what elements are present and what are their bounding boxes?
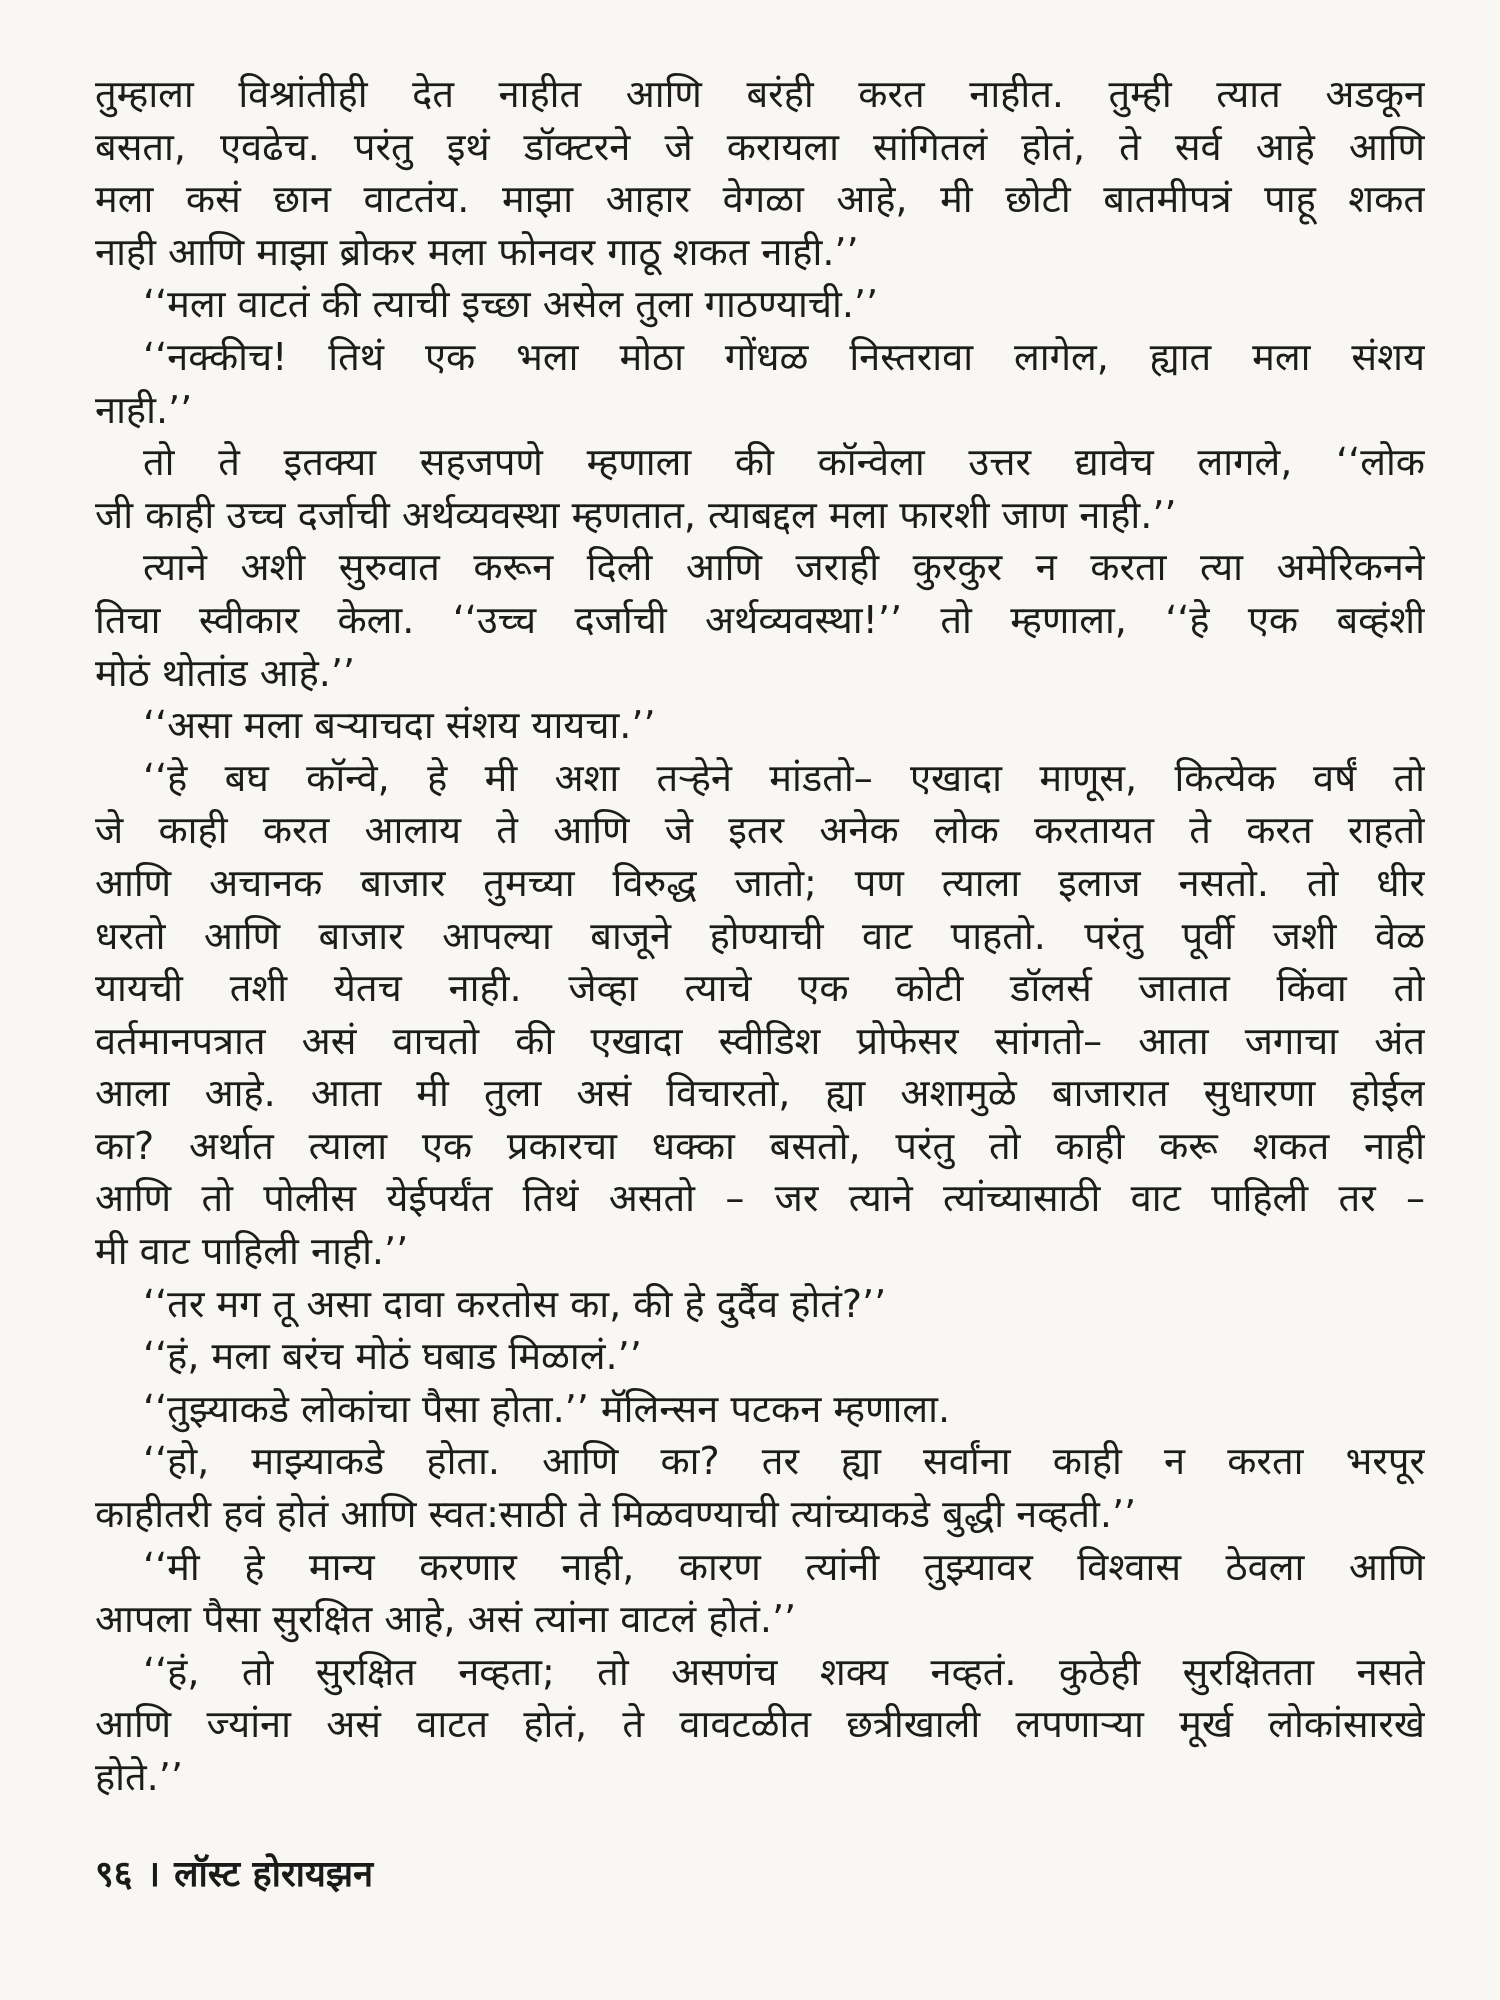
text-line: यायची तशी येतच नाही. जेव्हा त्याचे एक कोटी डॉलर्स जातात किंवा तो xyxy=(95,966,1425,1011)
text-line: ‘‘नक्कीच! तिथं एक भला मोठा गोंधळ निस्तरावा लागेल, ह्यात मला संशय xyxy=(143,334,1425,379)
text-line: ‘‘हं, तो सुरक्षित नव्हता; तो असणंच शक्य नव्हतं. कुठेही सुरक्षितता नसते xyxy=(143,1649,1425,1694)
text-line: आणि तो पोलीस येईपर्यंत तिथं असतो – जर त्याने त्यांच्यासाठी वाट पाहिली तर – xyxy=(95,1176,1425,1221)
text-line: होते.’’ xyxy=(95,1755,183,1799)
text-line: मी वाट पाहिली नाही.’’ xyxy=(95,1229,409,1274)
text-line: मोठं थोतांड आहे.’’ xyxy=(95,650,356,695)
text-line: जे काही करत आलाय ते आणि जे इतर अनेक लोक करतायत ते करत राहतो xyxy=(95,808,1425,853)
page-footer xyxy=(95,1848,373,1897)
text-line: जी काही उच्च दर्जाची अर्थव्यवस्था म्हणतात, त्याबद्दल मला फारशी जाण नाही.’’ xyxy=(95,492,1177,537)
text-line: तुम्हाला विश्रांतीही देत नाहीत आणि बरंही करत नाहीत. तुम्ही त्यात अडकून xyxy=(95,72,1425,116)
text-line: तिचा स्वीकार केला. ‘‘उच्च दर्जाची अर्थव्यवस्था!’’ तो म्हणाला, ‘‘हे एक बव्हंशी xyxy=(95,597,1425,642)
text-line: त्याने अशी सुरुवात करून दिली आणि जराही कुरकुर न करता त्या अमेरिकनने xyxy=(143,545,1425,590)
text-line: आपला पैसा सुरक्षित आहे, असं त्यांना वाटलं होतं.’’ xyxy=(95,1597,797,1642)
text-line: वर्तमानपत्रात असं वाचतो की एखादा स्वीडिश प्रोफेसर सांगतो– आता जगाचा अंत xyxy=(95,1018,1425,1063)
text-line: ‘‘तुझ्याकडे लोकांचा पैसा होता.’’ मॅलिन्सन पटकन म्हणाला. xyxy=(143,1386,951,1431)
text-line: मला कसं छान वाटतंय. माझा आहार वेगळा आहे, मी छोटी बातमीपत्रं पाहू शकत xyxy=(95,177,1425,222)
text-line: आणि अचानक बाजार तुमच्या विरुद्ध जातो; पण त्याला इलाज नसतो. तो धीर xyxy=(95,860,1425,905)
text-line: तो ते इतक्या सहजपणे म्हणाला की कॉन्वेला उत्तर द्यावेच लागले, ‘‘लोक xyxy=(143,440,1425,485)
text-line: आला आहे. आता मी तुला असं विचारतो, ह्या अशामुळे बाजारात सुधारणा होईल xyxy=(95,1071,1425,1116)
text-line: बसता, एवढेच. परंतु इथं डॉक्टरने जे करायला सांगितलं होतं, ते सर्व आहे आणि xyxy=(95,124,1425,169)
text-line: नाही आणि माझा ब्रोकर मला फोनवर गाठू शकत नाही.’’ xyxy=(95,229,859,274)
text-line: ‘‘मला वाटतं की त्याची इच्छा असेल तुला गाठण्याची.’’ xyxy=(143,282,879,327)
text-line: ‘‘हो, माझ्याकडे होता. आणि का? तर ह्या सर्वांना काही न करता भरपूर xyxy=(143,1439,1425,1484)
text-line: धरतो आणि बाजार आपल्या बाजूने होण्याची वाट पाहतो. परंतु पूर्वी जशी वेळ xyxy=(95,913,1425,958)
text-line: ‘‘हं, मला बरंच मोठं घबाड मिळालं.’’ xyxy=(143,1334,642,1379)
page-number: ९६ xyxy=(95,1854,133,1895)
text-line: ‘‘मी हे मान्य करणार नाही, कारण त्यांनी तुझ्यावर विश्वास ठेवला आणि xyxy=(143,1544,1425,1589)
text-line: आणि ज्यांना असं वाटत होतं, ते वावटळीत छत्रीखाली लपणाऱ्या मूर्ख लोकांसारखे xyxy=(95,1702,1425,1747)
book-title: लॉस्ट होरायझन xyxy=(174,1854,374,1895)
text-line: ‘‘तर मग तू असा दावा करतोस का, की हे दुर्दैव होतं?’’ xyxy=(143,1281,887,1326)
text-line: ‘‘असा मला बऱ्याचदा संशय यायचा.’’ xyxy=(143,703,656,748)
text-line: काहीतरी हवं होतं आणि स्वत:साठी ते मिळवण्याची त्यांच्याकडे बुद्धी नव्हती.’’ xyxy=(95,1492,1137,1537)
text-line: ‘‘हे बघ कॉन्वे, हे मी अशा तऱ्हेने मांडतो– एखादा माणूस, कित्येक वर्षं तो xyxy=(143,755,1425,800)
footer-separator: । xyxy=(146,1854,161,1895)
body-text xyxy=(95,68,1425,1804)
text-line: का? अर्थात त्याला एक प्रकारचा धक्का बसतो, परंतु तो काही करू शकत नाही xyxy=(95,1123,1425,1168)
text-line: नाही.’’ xyxy=(95,387,193,432)
